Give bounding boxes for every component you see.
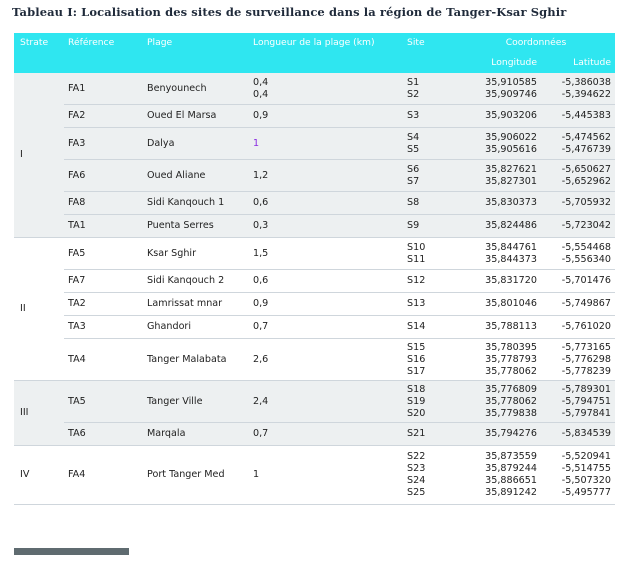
cell-reference: TA1 — [64, 215, 143, 238]
cell-latitude: -5,705932 — [541, 192, 615, 215]
cell-plage: Dalya — [143, 128, 249, 160]
cell-strate: III — [14, 381, 64, 446]
cell-strate: I — [14, 73, 64, 238]
cell-longueur: 0,9 — [249, 293, 403, 316]
cell-plage: Marqala — [143, 423, 249, 446]
cell-longueur: 0,3 — [249, 215, 403, 238]
table-row — [14, 293, 615, 316]
cell-plage: Lamrissat mnar — [143, 293, 249, 316]
cell-reference: FA4 — [64, 446, 143, 505]
cell-longitude: 35,906022 35,905616 — [457, 128, 541, 160]
table-row — [14, 160, 615, 192]
cell-site: S18 S19 S20 — [403, 381, 457, 423]
table-row — [14, 446, 615, 505]
cell-longitude: 35,903206 — [457, 105, 541, 128]
cell-reference: FA6 — [64, 160, 143, 192]
cell-longitude: 35,844761 35,844373 — [457, 238, 541, 270]
cell-longueur: 1 — [249, 128, 403, 160]
cell-longueur: 1,5 — [249, 238, 403, 270]
table-caption: Tableau I: Localisation des sites de surveillance dans la région de Tanger-Ksar Sghir — [12, 5, 567, 19]
header-longueur: Longueur de la plage (km) — [249, 33, 403, 73]
cell-latitude: -5,474562 -5,476739 — [541, 128, 615, 160]
cell-longitude: 35,794276 — [457, 423, 541, 446]
cell-longitude: 35,831720 — [457, 270, 541, 293]
cell-plage: Tanger Malabata — [143, 339, 249, 381]
cell-site: S9 — [403, 215, 457, 238]
table-row — [14, 423, 615, 446]
cell-longueur: 1,2 — [249, 160, 403, 192]
cell-strate: IV — [14, 446, 64, 505]
cell-latitude: -5,445383 — [541, 105, 615, 128]
cell-latitude: -5,723042 — [541, 215, 615, 238]
cell-site: S3 — [403, 105, 457, 128]
header-reference: Référence — [64, 33, 143, 73]
table-row — [14, 73, 615, 105]
table-row — [14, 238, 615, 270]
cell-latitude: -5,650627 -5,652962 — [541, 160, 615, 192]
cell-latitude: -5,554468 -5,556340 — [541, 238, 615, 270]
header-plage: Plage — [143, 33, 249, 73]
cell-longitude: 35,824486 — [457, 215, 541, 238]
cell-longueur: 0,7 — [249, 316, 403, 339]
cell-longueur: 2,4 — [249, 381, 403, 423]
cell-plage: Oued Aliane — [143, 160, 249, 192]
header-coordonnees: Coordonnées — [457, 33, 615, 52]
cell-longitude: 35,830373 — [457, 192, 541, 215]
header-latitude: Latitude — [541, 52, 615, 73]
cell-plage: Sidi Kanqouch 2 — [143, 270, 249, 293]
table-row — [14, 270, 615, 293]
cell-reference: FA1 — [64, 73, 143, 105]
cell-latitude: -5,520941 -5,514755 -5,507320 -5,495777 — [541, 446, 615, 505]
cell-latitude: -5,834539 — [541, 423, 615, 446]
cell-reference: TA5 — [64, 381, 143, 423]
cell-strate: II — [14, 238, 64, 381]
cell-reference: TA6 — [64, 423, 143, 446]
cell-site: S14 — [403, 316, 457, 339]
cell-site: S8 — [403, 192, 457, 215]
cell-longitude: 35,780395 35,778793 35,778062 — [457, 339, 541, 381]
cell-site: S13 — [403, 293, 457, 316]
cell-longueur: 0,4 0,4 — [249, 73, 403, 105]
cell-site: S22 S23 S24 S25 — [403, 446, 457, 505]
cell-site: S15 S16 S17 — [403, 339, 457, 381]
table-row — [14, 215, 615, 238]
cell-longueur: 0,7 — [249, 423, 403, 446]
cell-longitude: 35,910585 35,909746 — [457, 73, 541, 105]
table-body — [14, 73, 615, 505]
cell-latitude: -5,789301 -5,794751 -5,797841 — [541, 381, 615, 423]
cell-site: S1 S2 — [403, 73, 457, 105]
header-site: Site — [403, 33, 457, 73]
cell-longitude: 35,873559 35,879244 35,886651 35,891242 — [457, 446, 541, 505]
header-strate: Strate — [14, 33, 64, 73]
cell-plage: Ksar Sghir — [143, 238, 249, 270]
cell-plage: Oued El Marsa — [143, 105, 249, 128]
cell-latitude: -5,749867 — [541, 293, 615, 316]
cell-latitude: -5,386038 -5,394622 — [541, 73, 615, 105]
cell-plage: Tanger Ville — [143, 381, 249, 423]
cell-site: S4 S5 — [403, 128, 457, 160]
cell-reference: TA3 — [64, 316, 143, 339]
sites-table — [14, 33, 615, 505]
footer-bar — [14, 548, 129, 555]
cell-longitude: 35,827621 35,827301 — [457, 160, 541, 192]
cell-longitude: 35,801046 — [457, 293, 541, 316]
cell-reference: TA4 — [64, 339, 143, 381]
cell-reference: FA3 — [64, 128, 143, 160]
table-row — [14, 192, 615, 215]
cell-plage: Ghandori — [143, 316, 249, 339]
cell-latitude: -5,701476 — [541, 270, 615, 293]
cell-reference: TA2 — [64, 293, 143, 316]
cell-reference: FA7 — [64, 270, 143, 293]
table-row — [14, 128, 615, 160]
table-row — [14, 339, 615, 381]
header-row — [14, 33, 615, 52]
cell-reference: FA5 — [64, 238, 143, 270]
cell-site: S6 S7 — [403, 160, 457, 192]
header-longitude: Longitude — [457, 52, 541, 73]
table-row — [14, 105, 615, 128]
cell-longueur: 1 — [249, 446, 403, 505]
table-row — [14, 316, 615, 339]
cell-longitude: 35,788113 — [457, 316, 541, 339]
cell-longitude: 35,776809 35,778062 35,779838 — [457, 381, 541, 423]
cell-plage: Port Tanger Med — [143, 446, 249, 505]
cell-longueur: 0,6 — [249, 270, 403, 293]
cell-latitude: -5,761020 — [541, 316, 615, 339]
cell-longueur: 0,6 — [249, 192, 403, 215]
cell-reference: FA8 — [64, 192, 143, 215]
cell-site: S12 — [403, 270, 457, 293]
cell-reference: FA2 — [64, 105, 143, 128]
cell-longueur: 2,6 — [249, 339, 403, 381]
cell-site: S10 S11 — [403, 238, 457, 270]
cell-latitude: -5,773165 -5,776298 -5,778239 — [541, 339, 615, 381]
cell-longueur: 0,9 — [249, 105, 403, 128]
cell-plage: Puenta Serres — [143, 215, 249, 238]
cell-plage: Benyounech — [143, 73, 249, 105]
table-row — [14, 381, 615, 423]
cell-plage: Sidi Kanqouch 1 — [143, 192, 249, 215]
cell-site: S21 — [403, 423, 457, 446]
